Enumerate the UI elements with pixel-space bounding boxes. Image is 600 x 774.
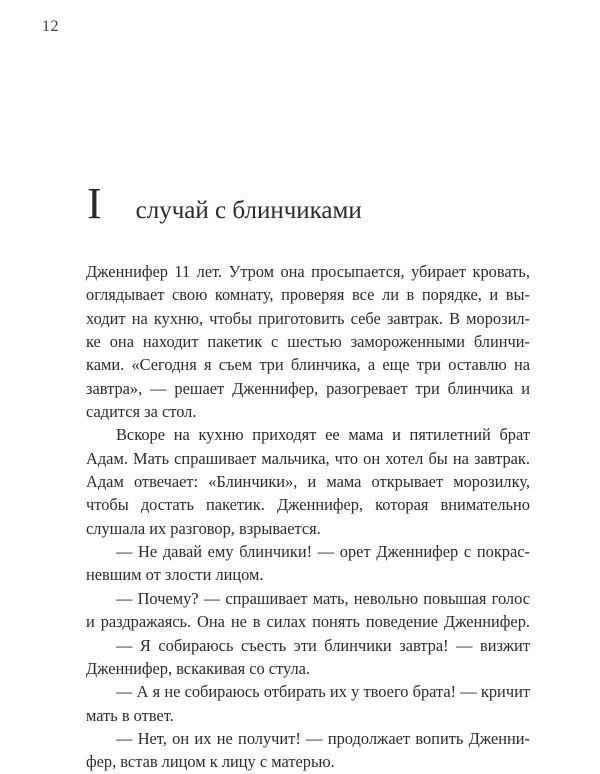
text-line: — Нет, он их не получит! — продолжает вопить Дженни- (116, 728, 530, 748)
chapter-title: случай с блинчиками (135, 197, 362, 224)
text-line: — Не давай ему блинчики! — орет Дженнифер с покрас- (116, 542, 530, 562)
page-number: 12 (42, 18, 59, 35)
text-line: завтра», — решает Дженнифер, разогревает три блинчика и (86, 378, 530, 398)
text-line: ке она находит пакетик с шестью замороженными блинчи- (86, 332, 530, 352)
text-line: ками. «Сегодня я съем три блинчика, а еще три оставлю на (86, 355, 530, 375)
text-line: оглядывает свою комнату, проверяя все ли в порядке, и вы- (86, 285, 530, 305)
text-line: Адам отвечает: «Блинчики», и мама открывает морозилку, (86, 472, 530, 492)
text-line: — Я собираюсь съесть эти блинчики завтра! — визжит (116, 635, 530, 655)
text-line: Адам. Мать спрашивает мальчика, что он хотел бы на завтрак. (86, 448, 530, 468)
text-line: садится за стол. (86, 402, 197, 422)
text-line: — Почему? — спрашивает мать, невольно повышая голос (116, 588, 530, 608)
chapter-heading (87, 179, 362, 228)
text-line: мать в ответ. (86, 705, 174, 725)
text-line: ходит на кухню, чтобы приготовить себе завтрак. В морозил- (86, 308, 530, 328)
body-text (86, 260, 530, 774)
text-line: Вскоре на кухню приходят ее мама и пятилетний брат (116, 425, 530, 445)
chapter-numeral: I (87, 179, 102, 228)
text-line: Дженнифер 11 лет. Утром она просыпается, убирает кровать, (86, 262, 530, 281)
text-line: чтобы достать пакетик. Дженнифер, которая внимательно (86, 495, 530, 515)
text-line: слушала их разговор, взрывается. (86, 518, 321, 538)
text-line: фер, встав лицом к лицу с матерью. (86, 752, 335, 772)
text-line: — А я не собираюсь отбирать их у твоего брата! — кричит (116, 682, 530, 702)
text-line: невшим от злости лицом. (86, 565, 264, 585)
text-line: и раздражаясь. Она не в силах понять поведение Дженнифер. (86, 612, 530, 632)
text-line: Дженнифер, вскакивая со стула. (86, 658, 311, 678)
